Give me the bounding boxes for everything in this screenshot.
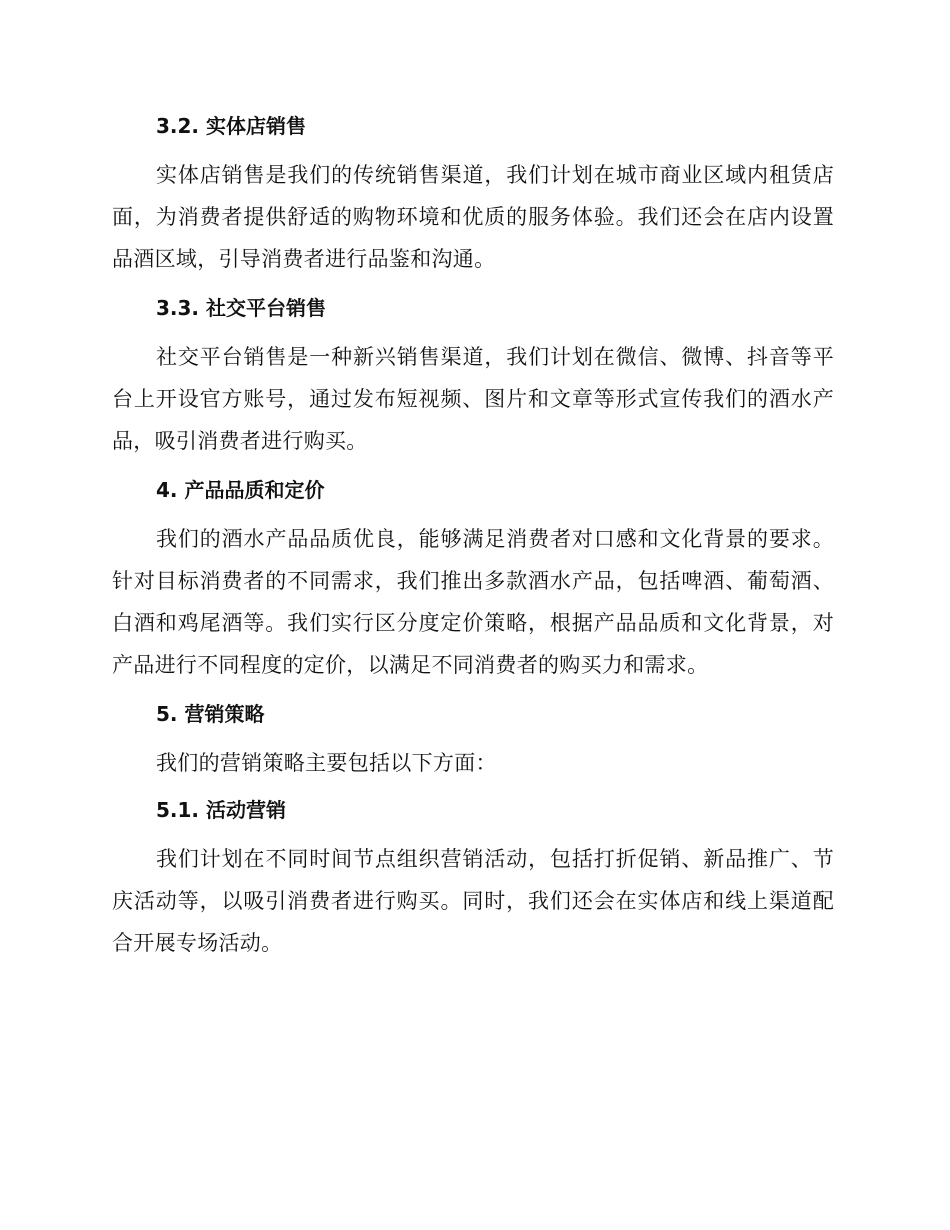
section-heading-event-marketing: 5.1. 活动营销: [156, 798, 286, 822]
document-body: [112, 108, 834, 974]
paragraph-marketing-strategy: 我们的营销策略主要包括以下方面：: [156, 751, 497, 775]
paragraph-physical-store: 实体店销售是我们的传统销售渠道，我们计划在城市商业区域内租赁店面，为消费者提供舒适的购物环境和优质的服务体验。我们还会在店内设置品酒区域，引导消费者进行品鉴和沟通。: [112, 163, 834, 271]
section-heading-social-platform: 3.3. 社交平台销售: [156, 296, 326, 320]
section-heading-physical-store: 3.2. 实体店销售: [156, 114, 306, 138]
section-heading-product-quality-pricing: 4. 产品品质和定价: [156, 478, 325, 502]
paragraph-product-quality-pricing: 我们的酒水产品品质优良，能够满足消费者对口感和文化背景的要求。针对目标消费者的不同需求，我们推出多款酒水产品，包括啤酒、葡萄酒、白酒和鸡尾酒等。我们实行区分度定价策略，根据产品品质和文化背景，对产品进行不同程度的定价，以满足不同消费者的购买力和需求。: [112, 527, 834, 677]
section-heading-marketing-strategy: 5. 营销策略: [156, 702, 265, 726]
paragraph-event-marketing: 我们计划在不同时间节点组织营销活动，包括打折促销、新品推广、节庆活动等，以吸引消费者进行购买。同时，我们还会在实体店和线上渠道配合开展专场活动。: [112, 847, 834, 955]
paragraph-social-platform: 社交平台销售是一种新兴销售渠道，我们计划在微信、微博、抖音等平台上开设官方账号，通过发布短视频、图片和文章等形式宣传我们的酒水产品，吸引消费者进行购买。: [112, 345, 834, 453]
